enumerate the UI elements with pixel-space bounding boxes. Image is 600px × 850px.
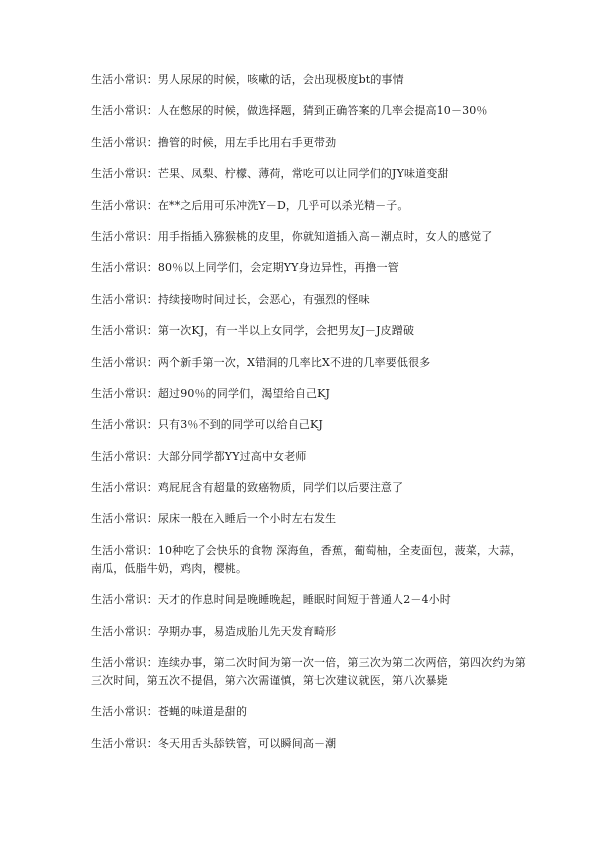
list-item: 生活小常识：10种吃了会快乐的食物 深海鱼，香蕉，葡萄柚，全麦面包，菠菜，大蒜，南瓜，低脂牛奶，鸡肉，樱桃。	[91, 543, 522, 575]
list-item: 生活小常识：持续接吻时间过长，会恶心，有强烈的怪味	[91, 292, 370, 306]
list-item: 生活小常识：大部分同学都YY过高中女老师	[91, 449, 307, 463]
list-item: 生活小常识：撸管的时候，用左手比用右手更带劲	[91, 135, 337, 149]
list-item: 生活小常识：连续办事，第二次时间为第一次一倍，第三次为第二次两倍，第四次约为第三次时间，第五次不提倡，第六次需谨慎，第七次建议就医，第八次暴毙	[91, 656, 526, 688]
list-item: 生活小常识：只有3％不到的同学可以给自己KJ	[91, 418, 323, 432]
list-item: 生活小常识：苍蝇的味道是甜的	[91, 705, 248, 719]
list-item: 生活小常识：在**之后用可乐冲洗Y－D，几乎可以杀光精－子。	[91, 198, 409, 212]
list-item: 生活小常识：孕期办事，易造成胎儿先天发育畸形	[91, 624, 337, 638]
list-item: 生活小常识：男人尿尿的时候，咳嗽的话，会出现极度bt的事情	[91, 73, 404, 86]
list-item: 生活小常识：天才的作息时间是晚睡晚起，睡眠时间短于普通人2－4小时	[91, 593, 451, 607]
tips-list	[91, 71, 531, 766]
list-item: 生活小常识：超过90％的同学们，渴望给自己KJ	[91, 386, 331, 400]
list-item: 生活小常识：芒果、凤梨、柠檬、薄荷，常吃可以让同学们的JY味道变甜	[91, 167, 449, 181]
list-item: 生活小常识：两个新手第一次，X错洞的几率比X不进的几率要低很多	[91, 355, 431, 369]
list-item: 生活小常识：用手指插入猕猴桃的皮里，你就知道插入高－潮点时，女人的感觉了	[91, 229, 493, 243]
list-item: 生活小常识：人在憋尿的时候，做选择题，猜到正确答案的几率会提高10－30％	[91, 104, 488, 118]
list-item: 生活小常识：尿床一般在入睡后一个小时左右发生	[91, 512, 337, 526]
list-item: 生活小常识：80％以上同学们，会定期YY身边异性，再撸一管	[91, 261, 399, 275]
list-item: 生活小常识：冬天用舌头舔铁管，可以瞬间高－潮	[91, 736, 337, 750]
list-item: 生活小常识：第一次KJ，有一半以上女同学，会把男友J－J皮蹭破	[91, 324, 415, 338]
list-item: 生活小常识：鸡屁屁含有超量的致癌物质，同学们以后要注意了	[91, 481, 404, 495]
